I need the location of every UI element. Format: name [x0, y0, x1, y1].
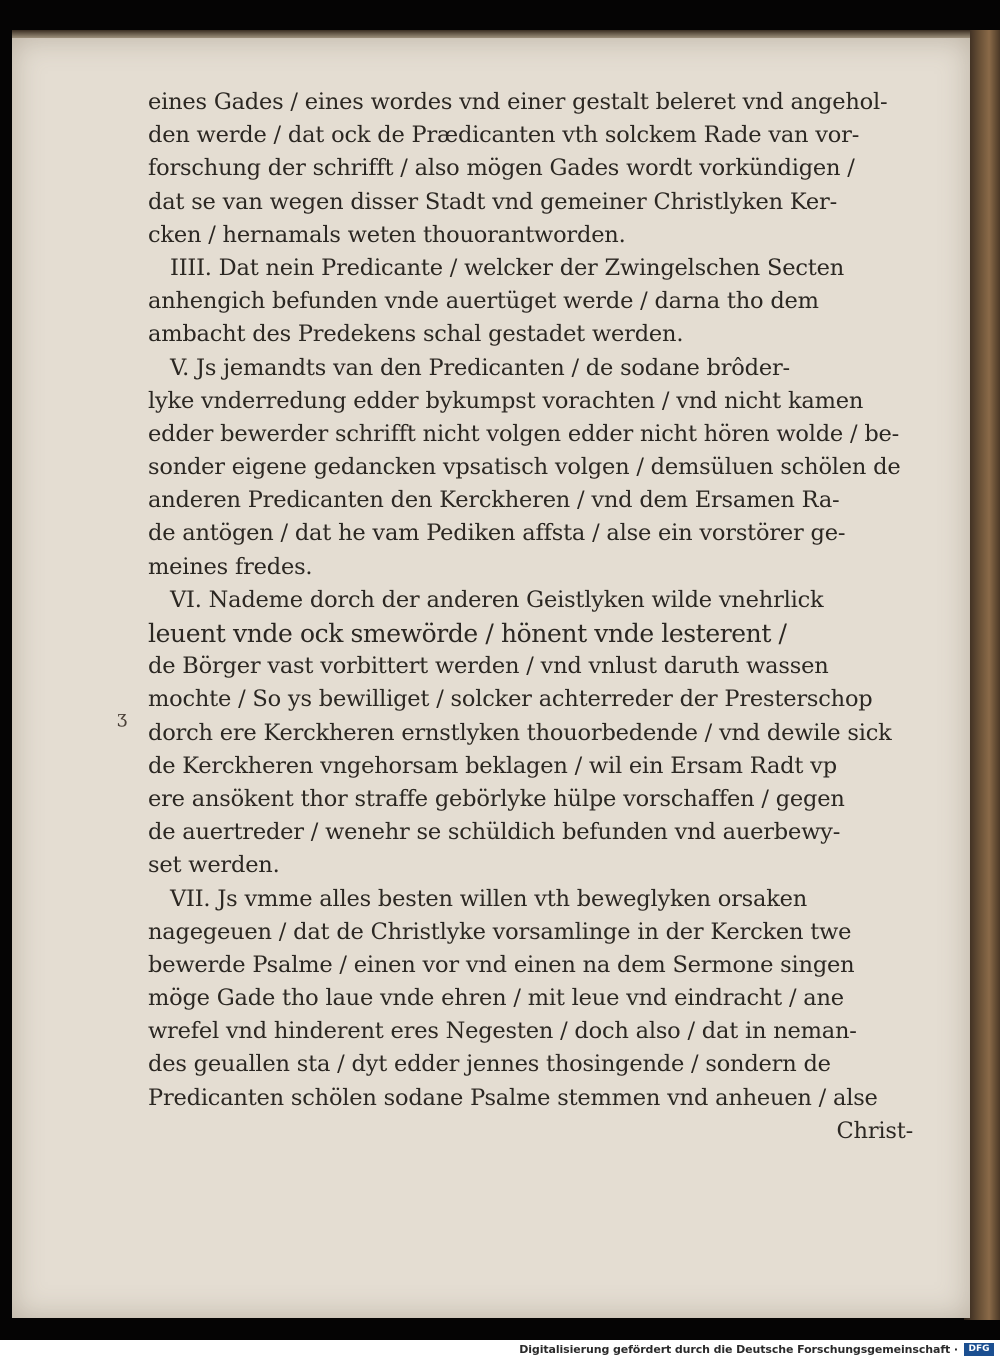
- text-line: anhengich befunden vnde auertüget werde / darna tho dem: [148, 288, 819, 315]
- text-line: wrefel vnd hinderent eres Negesten / doch also / dat in neman-: [148, 1018, 857, 1045]
- text-line: dat se van wegen disser Stadt vnd gemeiner Christlyken Ker-: [148, 188, 837, 215]
- text-line: bewerde Psalme / einen vor vnd einen na dem Sermone singen: [148, 951, 855, 978]
- text-line: leuent vnde ock smewörde / hönent vnde lesterent /: [148, 619, 787, 648]
- text-line: meines fredes.: [148, 553, 313, 580]
- article-6-heading: VI. Nademe dorch der anderen Geistlyken wilde vnehrlick: [170, 586, 824, 613]
- article-4-heading: IIII. Dat nein Predicante / welcker der Zwingelschen Secten: [170, 254, 845, 281]
- text-line: cken / hernamals weten thouorantworden.: [148, 221, 626, 248]
- margin-annotation: ʒ: [117, 707, 128, 728]
- text-line: de Kerckheren vngehorsam beklagen / wil ein Ersam Radt vp: [148, 752, 837, 779]
- text-line: edder bewerder schrifft nicht volgen edder nicht hören wolde / be-: [148, 420, 900, 447]
- text-line: ambacht des Predekens schal gestadet werden.: [148, 321, 684, 348]
- text-line: set werden.: [148, 852, 280, 879]
- catchword: Christ-: [836, 1117, 913, 1144]
- text-line: ere ansökent thor straffe gebörlyke hülpe vorschaffen / gegen: [148, 785, 845, 812]
- funding-credit: Digitalisierung gefördert durch die Deutsche Forschungsgemeinschaft ·: [519, 1343, 958, 1356]
- text-line: forschung der schrifft / also mögen Gades wordt vorkündigen /: [148, 155, 855, 182]
- article-7-heading: VII. Js vmme alles besten willen vth beweglyken orsaken: [170, 885, 808, 912]
- text-line: mochte / So ys bewilliget / solcker achterreder der Presterschop: [148, 686, 873, 713]
- text-line: des geuallen sta / dyt edder jennes thosingende / sondern de: [148, 1051, 831, 1078]
- dfg-logo: DFG: [964, 1343, 994, 1356]
- text-line: nagegeuen / dat de Christlyke vorsamlinge in der Kercken twe: [148, 918, 852, 945]
- footer-bar: [0, 1340, 1000, 1360]
- text-line: eines Gades / eines wordes vnd einer gestalt beleret vnd angehol-: [148, 89, 888, 115]
- article-5-heading: V. Js jemandts van den Predicanten / de sodane brôder-: [170, 354, 790, 381]
- text-line: dorch ere Kerckheren ernstlyken thouorbedende / vnd dewile sick: [148, 719, 892, 746]
- text-line: Predicanten schölen sodane Psalme stemmen vnd anheuen / alse: [148, 1084, 878, 1111]
- text-line: den werde / dat ock de Prædicanten vth solckem Rade van vor-: [148, 122, 860, 149]
- text-line: anderen Predicanten den Kerckheren / vnd dem Ersamen Ra-: [148, 487, 840, 514]
- text-line: sonder eigene gedancken vpsatisch volgen / demsüluen schölen de: [148, 454, 901, 481]
- text-line: möge Gade tho laue vnde ehren / mit leue vnd eindracht / ane: [148, 985, 844, 1012]
- text-line: de Börger vast vorbittert werden / vnd vnlust daruth wassen: [148, 653, 829, 680]
- page-text: [148, 86, 923, 1148]
- text-line: de antögen / dat he vam Pediken affsta / alse ein vorstörer ge-: [148, 520, 846, 547]
- text-line: lyke vnderredung edder bykumpst vorachten / vnd nicht kamen: [148, 387, 864, 414]
- text-line: de auertreder / wenehr se schüldich befunden vnd auerbewy-: [148, 819, 841, 846]
